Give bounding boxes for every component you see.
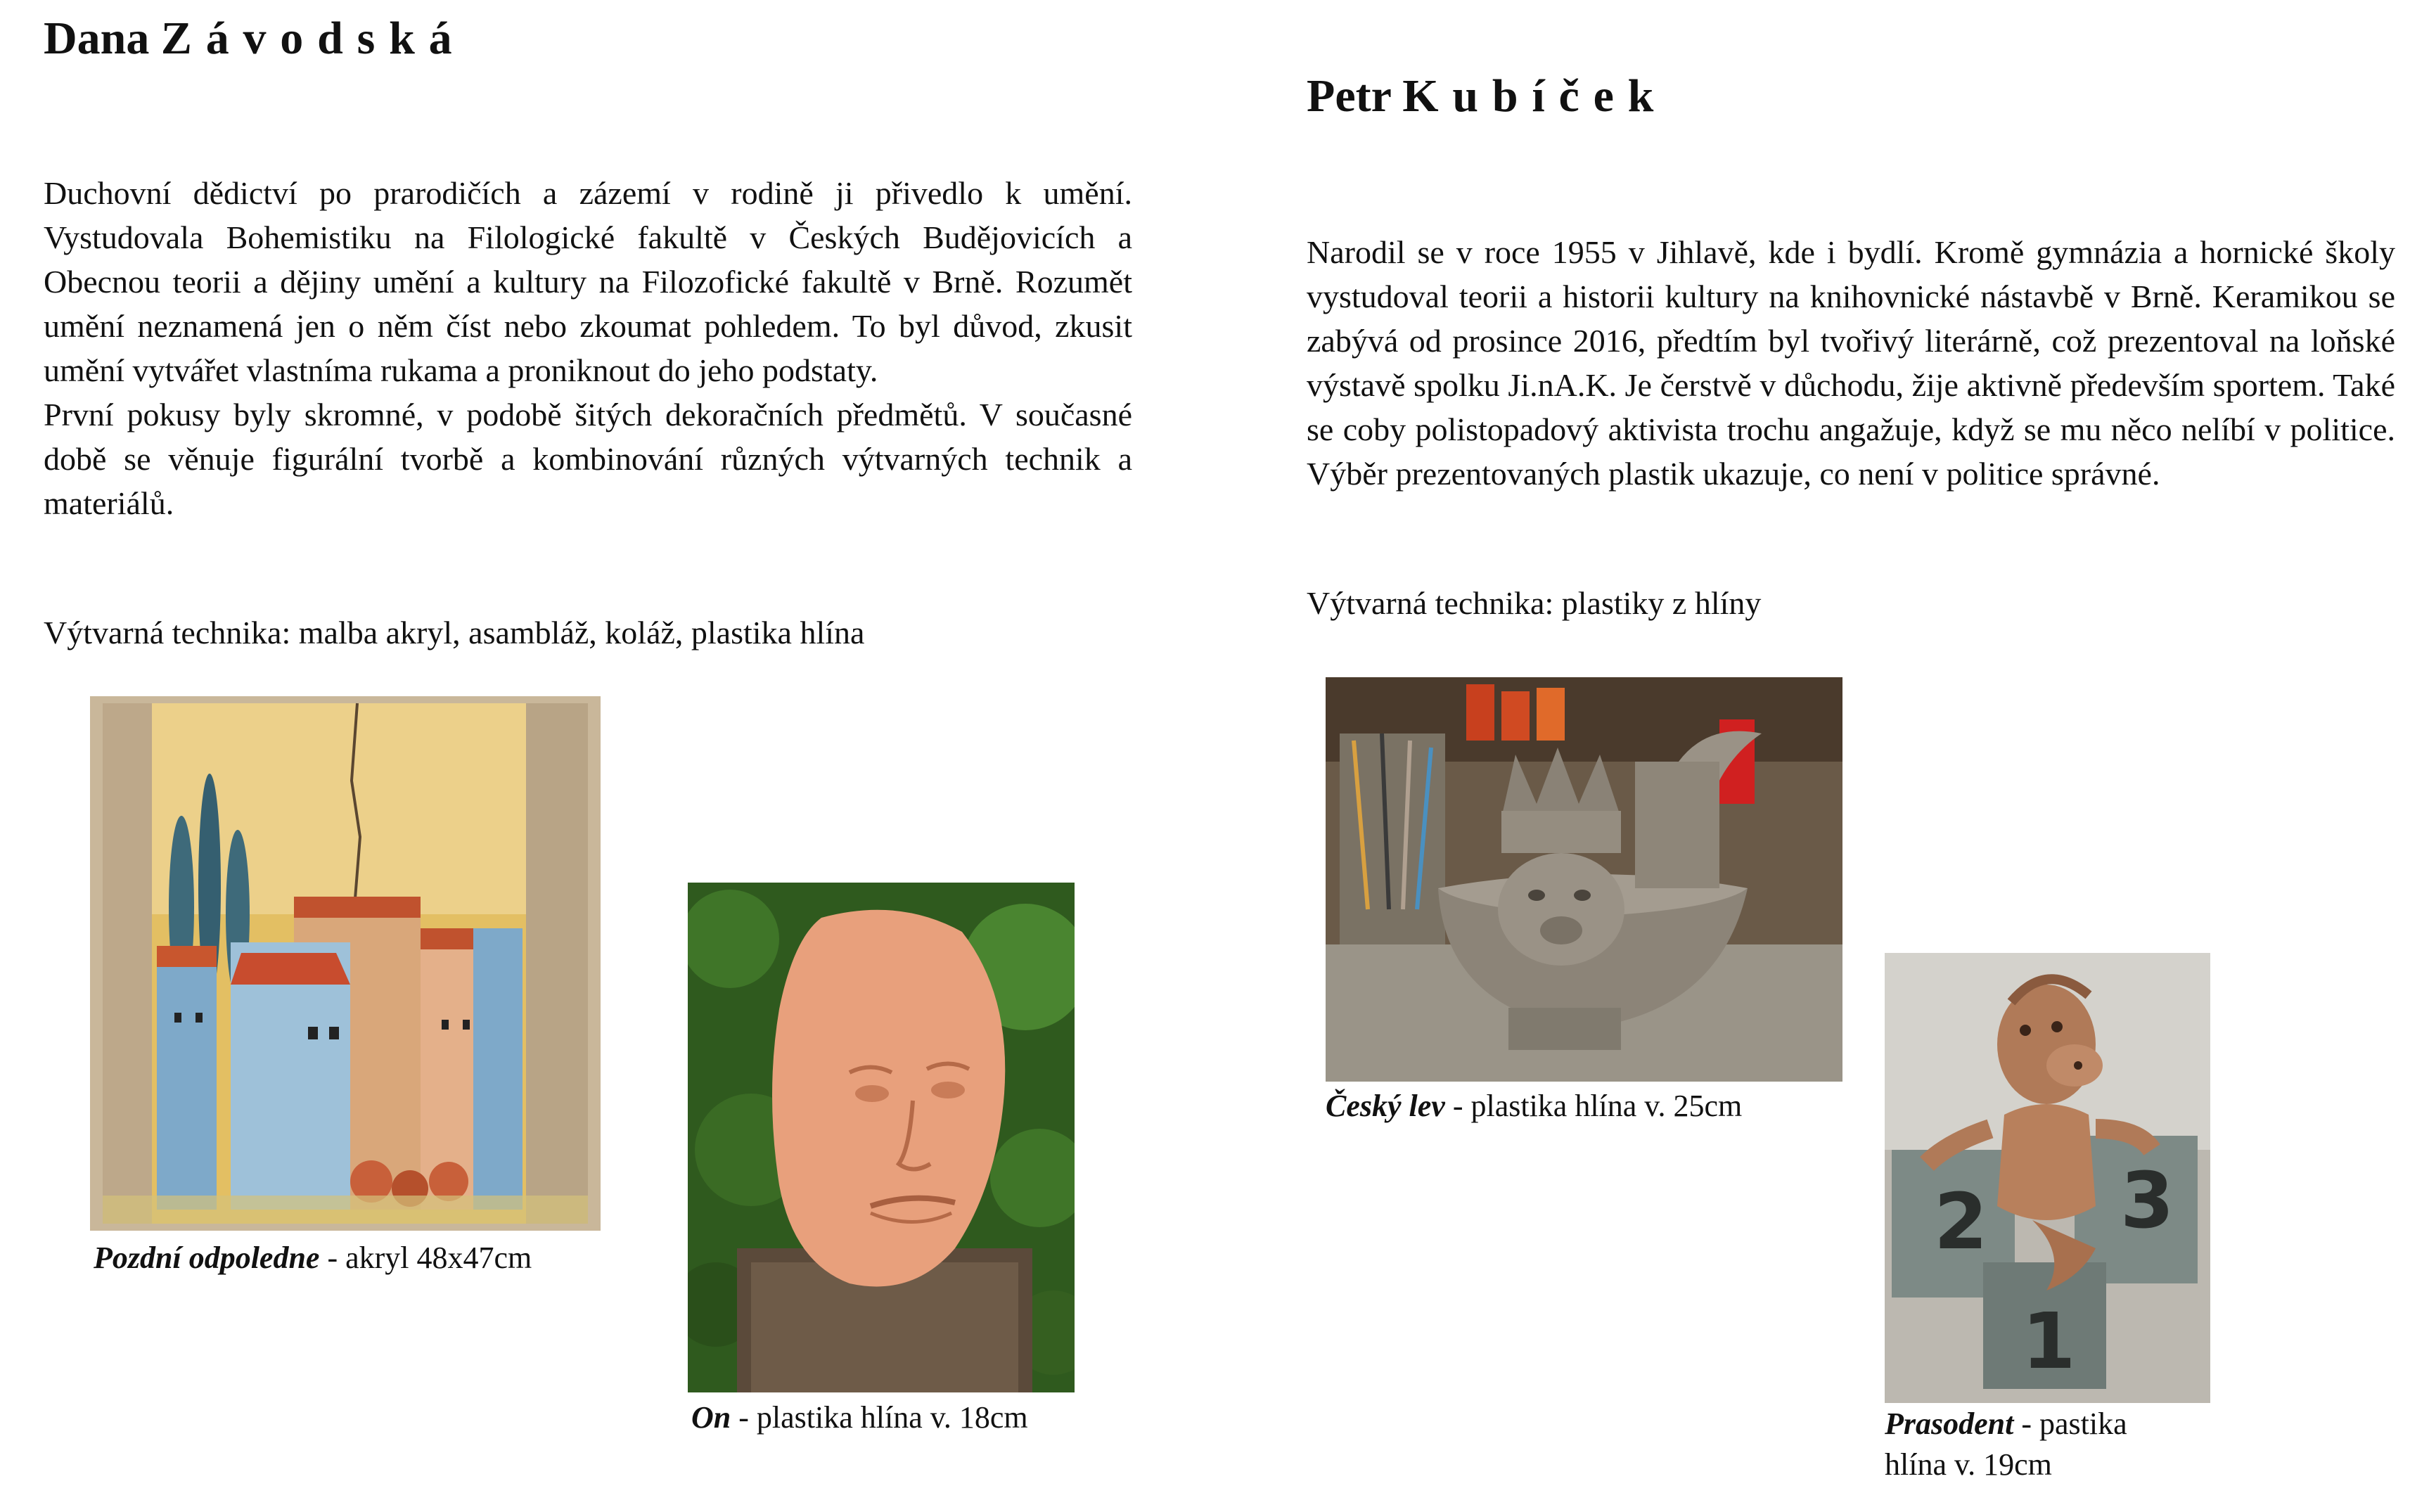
svg-text:2: 2	[1934, 1177, 1988, 1267]
artist-bio-right	[1307, 230, 2395, 496]
svg-text:1: 1	[2022, 1296, 2076, 1386]
artwork-image-pozdni-odpoledne	[90, 696, 601, 1231]
technique-left: Výtvarná technika: malba akryl, asambláž, koláž, plastika hlína	[44, 615, 865, 651]
artist-first-name: Dana	[44, 13, 150, 64]
artwork-image-cesky-lev	[1326, 677, 1842, 1082]
artist-bio-left	[44, 171, 1132, 525]
artwork-image-prasodent	[1885, 953, 2210, 1403]
artwork-title: Český lev	[1326, 1089, 1445, 1123]
artist-name-left	[44, 15, 466, 62]
artwork-caption-on	[691, 1397, 1113, 1438]
artwork-title: Prasodent	[1885, 1407, 2014, 1441]
artwork-description: - pastika hlína v. 19cm	[1885, 1407, 2127, 1482]
artist-surname: Kubíček	[1402, 70, 1668, 122]
artwork-caption-cesky-lev	[1326, 1086, 1888, 1127]
svg-text:3: 3	[2120, 1155, 2174, 1245]
technique-right: Výtvarná technika: plastiky z hlíny	[1307, 585, 1762, 621]
artwork-description: - akryl 48x47cm	[319, 1241, 532, 1275]
artist-name-right	[1307, 70, 1668, 122]
artwork-image-on	[688, 883, 1075, 1392]
bio-paragraph: První pokusy byly skromné, v podobě šitých dekoračních předmětů. V současné době se věnuje figurální tvorbě a kombinování různých výtvarných technik a materiálů.	[44, 397, 1132, 521]
artwork-description: - plastika hlína v. 25cm	[1444, 1089, 1743, 1123]
artwork-title: On	[691, 1400, 731, 1435]
artwork-description: - plastika hlína v. 18cm	[731, 1400, 1028, 1435]
bio-paragraph: Duchovní dědictví po prarodičích a zázemí v rodině ji přivedlo k umění. Vystudovala Bohemistiku na Filologické fakultě v Českých Budějovicích a Obecnou teorii a dějiny umění a kultury na Filozofické fakultě v Brně. Rozumět umění neznamená jen o něm číst nebo zkoumat pohledem. To byl důvod, zkusit umění vytvářet vlastníma rukama a proniknout do jeho podstaty.	[44, 175, 1132, 388]
artwork-title: Pozdní odpoledne	[94, 1241, 320, 1275]
artist-surname: Závodská	[160, 13, 466, 64]
artwork-caption-prasodent	[1885, 1404, 2180, 1485]
bio-paragraph: Narodil se v roce 1955 v Jihlavě, kde i bydlí. Kromě gymnázia a hornické školy vystudoval teorii a historii kultury na knihovnické nástavbě v Brně. Keramikou se zabývá od prosince 2016, předtím byl tvořivý literárně, což prezentoval na loňské výstavě spolku Ji.nA.K. Je čerstvě v důchodu, žije aktivně především sportem. Také se coby polistopadový aktivista trochu angažuje, když se mu něco nelíbí v politice. Výběr prezentovaných plastik ukazuje, co není v politice správné.	[1307, 234, 2395, 492]
artwork-caption-pozdni-odpoledne	[94, 1238, 614, 1279]
artist-first-name: Petr	[1307, 70, 1391, 122]
